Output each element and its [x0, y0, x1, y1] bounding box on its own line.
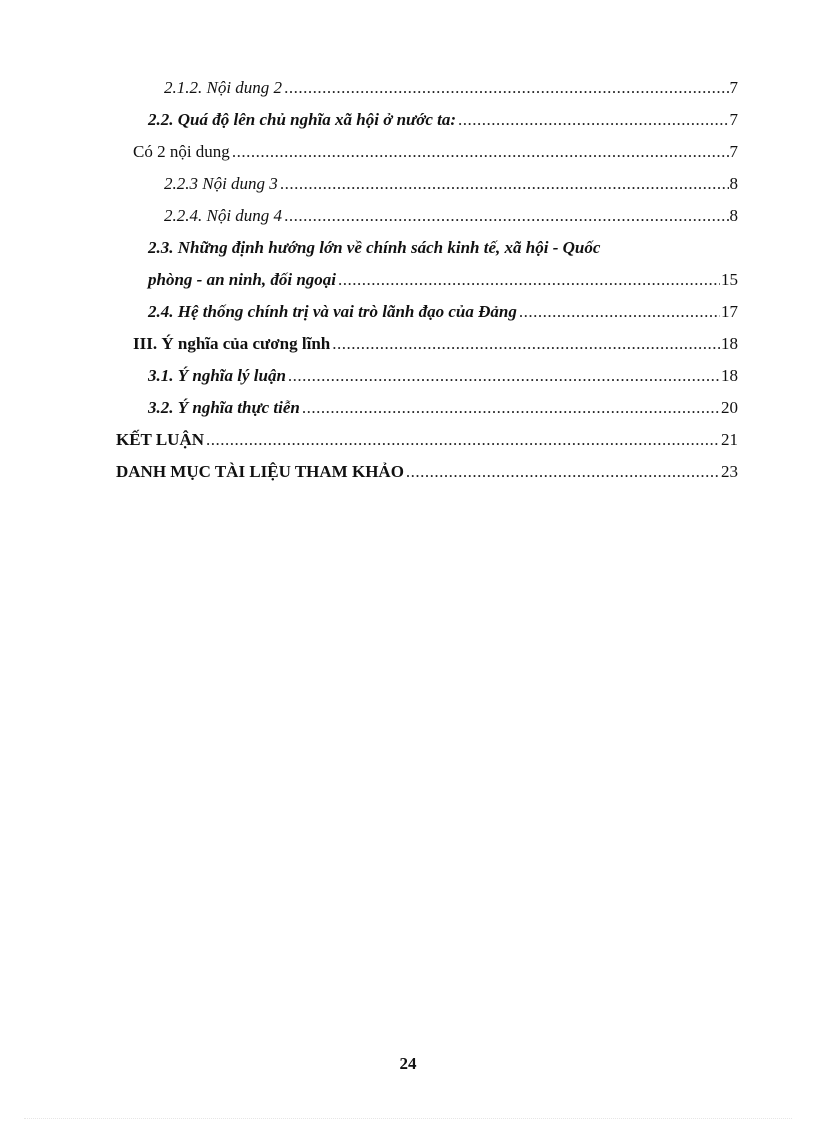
- toc-entry-page: 17: [721, 302, 738, 321]
- dot-leader: [232, 136, 729, 168]
- toc-entry-3-1: [148, 360, 738, 392]
- toc-entry-page: 18: [721, 366, 738, 385]
- toc-entry-label: KẾT LUẬN: [116, 430, 205, 449]
- page-bottom-divider: [24, 1118, 792, 1119]
- toc-entry-page: 21: [721, 430, 738, 449]
- dot-leader: [302, 392, 720, 424]
- toc-entry-2-2-4: [164, 200, 738, 232]
- dot-leader: [280, 168, 729, 200]
- toc-entry-co-2-noi-dung: [133, 136, 738, 168]
- toc-entry-ket-luan: [116, 424, 738, 456]
- toc-entry-page: 23: [721, 462, 738, 481]
- toc-entry-label: 2.2.3 Nội dung 3: [164, 174, 278, 193]
- toc-entry-label: 2.1.2. Nội dung 2: [164, 78, 283, 97]
- toc-entry-label: phòng - an ninh, đối ngoại: [148, 270, 337, 289]
- dot-leader: [406, 456, 720, 488]
- toc-entry-iii: [133, 328, 738, 360]
- dot-leader: [338, 264, 720, 296]
- toc-entry-page: 8: [729, 206, 738, 225]
- toc-entry-label: 2.2.4. Nội dung 4: [164, 206, 283, 225]
- toc-entry-label: Có 2 nội dung: [133, 142, 230, 161]
- toc-entry-label: III. Ý nghĩa của cương lĩnh: [133, 334, 331, 353]
- toc-entry-page: 7: [729, 78, 738, 97]
- dot-leader: [288, 360, 720, 392]
- toc-entry-label: 2.4. Hệ thống chính trị và vai trò lãnh đạo của Đảng: [148, 302, 517, 321]
- toc-entry-2-1-2: [164, 72, 738, 104]
- toc-entry-2-2: [148, 104, 738, 136]
- toc-entry-page: 15: [721, 270, 738, 289]
- toc-entry-2-4: [148, 296, 738, 328]
- dot-leader: [284, 72, 728, 104]
- toc-entry-page: 18: [721, 334, 738, 353]
- dot-leader: [284, 200, 728, 232]
- toc-entry-label: 3.2. Ý nghĩa thực tiễn: [148, 398, 300, 417]
- page-number: 24: [399, 1054, 417, 1073]
- dot-leader: [206, 424, 720, 456]
- dot-leader: [332, 328, 720, 360]
- toc-entry-2-3-line1: 2.3. Những định hướng lớn về chính sách kinh tế, xã hội - Quốc: [148, 238, 601, 257]
- toc-entry-label: 2.2. Quá độ lên chủ nghĩa xã hội ở nước ta:: [148, 110, 457, 129]
- toc-entry-page: 7: [729, 142, 738, 161]
- dot-leader: [458, 104, 728, 136]
- toc-entry-danh-muc-tai-lieu: [116, 456, 738, 488]
- dot-leader: [519, 296, 720, 328]
- toc-entry-label: 3.1. Ý nghĩa lý luận: [148, 366, 286, 385]
- toc-entry-label: DANH MỤC TÀI LIỆU THAM KHẢO: [116, 462, 404, 481]
- toc-entry-3-2: [148, 392, 738, 424]
- toc-entry-page: 8: [729, 174, 738, 193]
- toc-entry-page: 20: [721, 398, 738, 417]
- toc-entry-2-2-3: [164, 168, 738, 200]
- toc-entry-page: 7: [729, 110, 738, 129]
- toc-entry-2-3: [148, 264, 738, 296]
